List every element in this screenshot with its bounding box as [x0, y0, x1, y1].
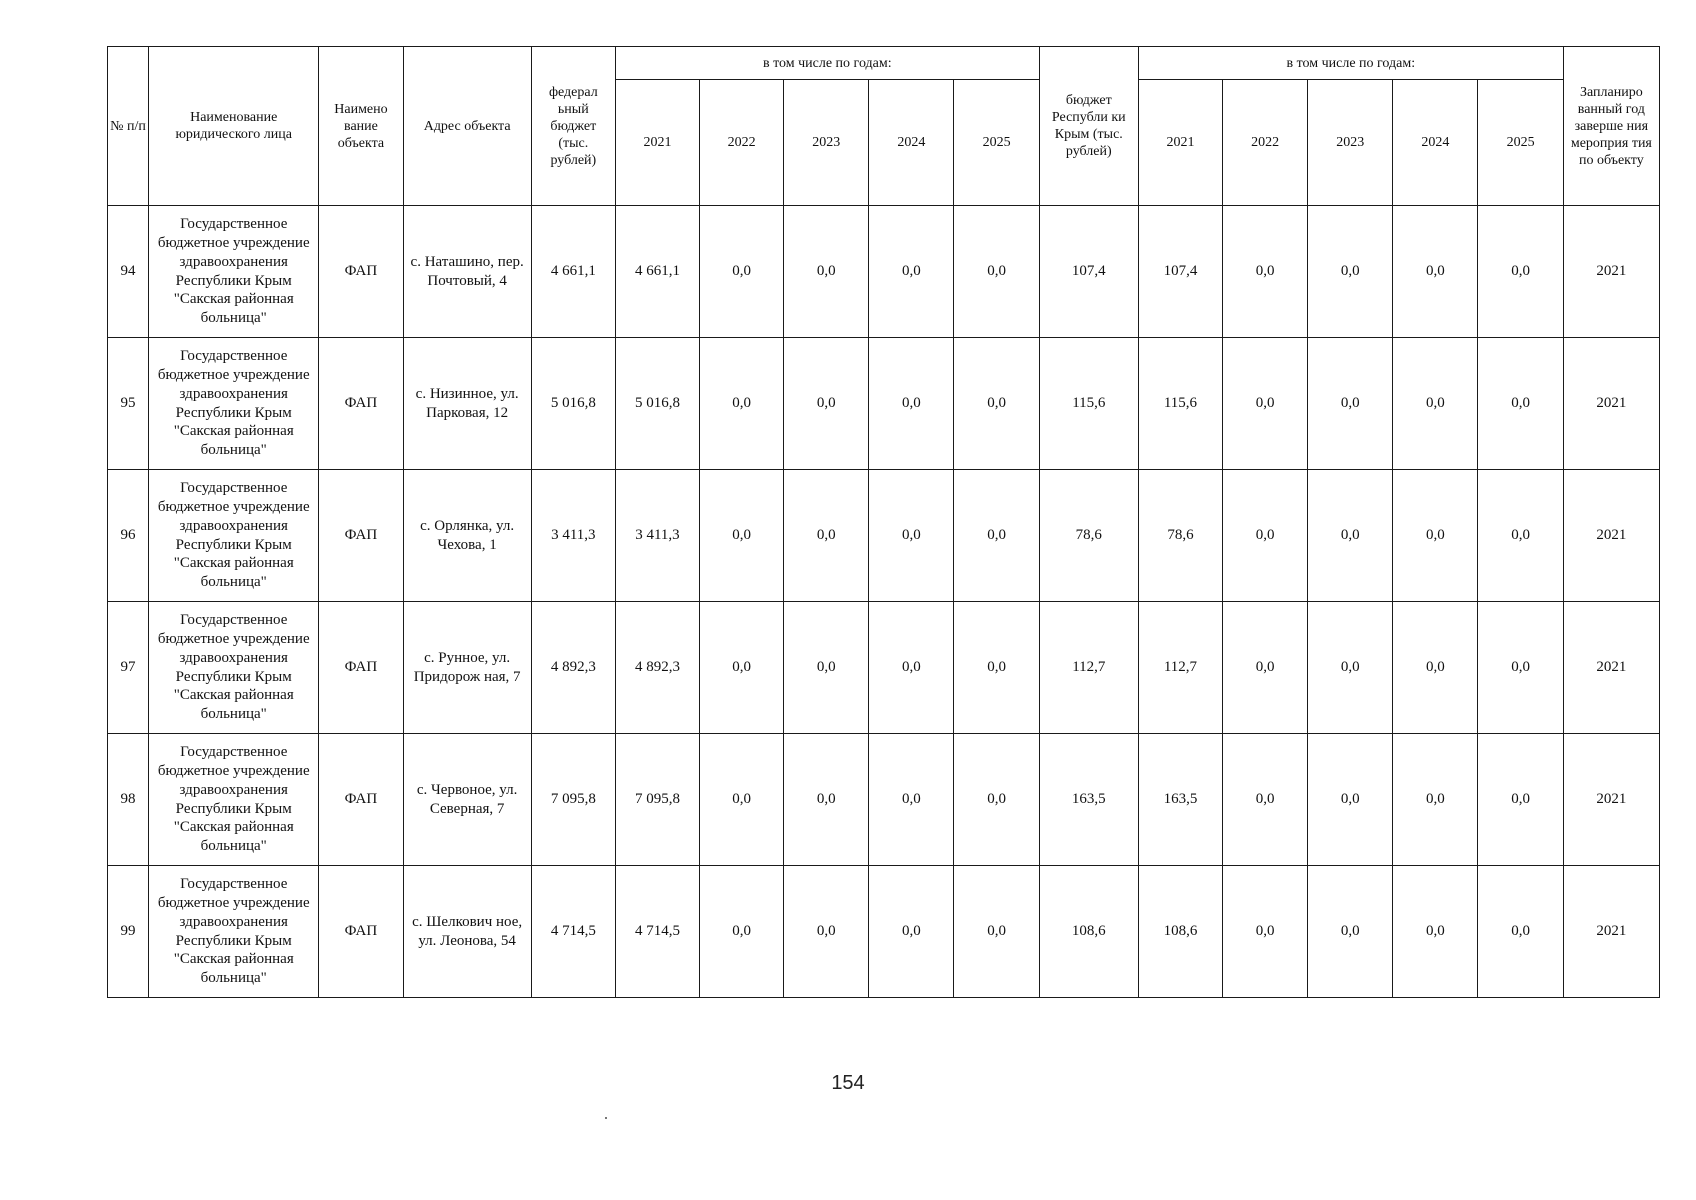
regional-year-value: 0,0 [1308, 602, 1393, 734]
regional-budget: 112,7 [1039, 602, 1138, 734]
federal-year-value: 5 016,8 [615, 338, 699, 470]
federal-year-value: 0,0 [700, 206, 784, 338]
header-federal-year: 2025 [954, 80, 1039, 206]
header-regional-by-years: в том числе по годам: [1138, 47, 1563, 80]
federal-year-value: 0,0 [700, 866, 784, 998]
scan-speck [605, 1117, 607, 1119]
row-number: 99 [108, 866, 149, 998]
regional-year-value: 0,0 [1393, 206, 1478, 338]
table-row [108, 338, 1660, 470]
object-name: ФАП [319, 734, 403, 866]
federal-year-value: 0,0 [700, 734, 784, 866]
federal-year-value: 0,0 [700, 470, 784, 602]
federal-year-value: 0,0 [954, 206, 1039, 338]
object-address: с. Рунное, ул. Придорож ная, 7 [403, 602, 531, 734]
header-org-name: Наименование юридического лица [149, 47, 319, 206]
federal-year-value: 0,0 [869, 734, 954, 866]
regional-year-value: 0,0 [1308, 470, 1393, 602]
regional-budget: 108,6 [1039, 866, 1138, 998]
federal-year-value: 0,0 [954, 470, 1039, 602]
row-number: 97 [108, 602, 149, 734]
federal-year-value: 0,0 [869, 470, 954, 602]
federal-year-value: 0,0 [784, 206, 869, 338]
header-federal-year: 2024 [869, 80, 954, 206]
federal-year-value: 0,0 [700, 602, 784, 734]
federal-year-value: 0,0 [784, 866, 869, 998]
object-address: с. Низинное, ул. Парковая, 12 [403, 338, 531, 470]
federal-year-value: 0,0 [954, 866, 1039, 998]
header-planned-year: Запланиро ванный год заверше ния мероприя тия по объекту [1563, 47, 1659, 206]
row-number: 94 [108, 206, 149, 338]
federal-budget: 4 892,3 [531, 602, 615, 734]
regional-year-value: 0,0 [1478, 338, 1563, 470]
header-num: № п/п [108, 47, 149, 206]
regional-year-value: 115,6 [1138, 338, 1222, 470]
federal-budget: 4 661,1 [531, 206, 615, 338]
federal-year-value: 3 411,3 [615, 470, 699, 602]
federal-year-value: 0,0 [954, 338, 1039, 470]
federal-year-value: 0,0 [784, 470, 869, 602]
table-row [108, 602, 1660, 734]
object-address: с. Червоное, ул. Северная, 7 [403, 734, 531, 866]
regional-year-value: 0,0 [1223, 866, 1308, 998]
object-name: ФАП [319, 866, 403, 998]
regional-year-value: 0,0 [1223, 206, 1308, 338]
header-regional-year: 2025 [1478, 80, 1563, 206]
header-object-name: Наимено вание объекта [319, 47, 403, 206]
federal-year-value: 0,0 [784, 338, 869, 470]
federal-year-value: 4 661,1 [615, 206, 699, 338]
regional-year-value: 0,0 [1478, 602, 1563, 734]
regional-budget: 78,6 [1039, 470, 1138, 602]
object-address: с. Наташино, пер. Почтовый, 4 [403, 206, 531, 338]
regional-budget: 163,5 [1039, 734, 1138, 866]
object-name: ФАП [319, 338, 403, 470]
object-name: ФАП [319, 470, 403, 602]
regional-year-value: 0,0 [1308, 734, 1393, 866]
regional-budget: 115,6 [1039, 338, 1138, 470]
table-row [108, 470, 1660, 602]
planned-year: 2021 [1563, 206, 1659, 338]
federal-year-value: 0,0 [869, 338, 954, 470]
federal-year-value: 0,0 [869, 602, 954, 734]
federal-budget: 4 714,5 [531, 866, 615, 998]
planned-year: 2021 [1563, 470, 1659, 602]
table-row [108, 866, 1660, 998]
header-federal-budget: федерал ьный бюджет (тыс. рублей) [531, 47, 615, 206]
federal-year-value: 0,0 [869, 206, 954, 338]
regional-year-value: 0,0 [1393, 338, 1478, 470]
regional-year-value: 0,0 [1393, 602, 1478, 734]
header-address: Адрес объекта [403, 47, 531, 206]
object-name: ФАП [319, 602, 403, 734]
org-name: Государственное бюджетное учреждение здравоохранения Республики Крым "Сакская районная больница" [149, 206, 319, 338]
regional-year-value: 0,0 [1478, 866, 1563, 998]
regional-year-value: 112,7 [1138, 602, 1222, 734]
regional-year-value: 163,5 [1138, 734, 1222, 866]
federal-budget: 7 095,8 [531, 734, 615, 866]
regional-year-value: 0,0 [1478, 734, 1563, 866]
federal-year-value: 0,0 [700, 338, 784, 470]
row-number: 95 [108, 338, 149, 470]
budget-table [107, 46, 1660, 998]
federal-year-value: 0,0 [784, 602, 869, 734]
regional-year-value: 0,0 [1478, 206, 1563, 338]
planned-year: 2021 [1563, 734, 1659, 866]
federal-year-value: 0,0 [954, 734, 1039, 866]
federal-budget: 3 411,3 [531, 470, 615, 602]
org-name: Государственное бюджетное учреждение здравоохранения Республики Крым "Сакская районная больница" [149, 866, 319, 998]
org-name: Государственное бюджетное учреждение здравоохранения Республики Крым "Сакская районная больница" [149, 470, 319, 602]
regional-year-value: 0,0 [1223, 602, 1308, 734]
page-number: 154 [831, 1072, 865, 1094]
header-federal-year: 2021 [615, 80, 699, 206]
row-number: 98 [108, 734, 149, 866]
regional-year-value: 0,0 [1308, 866, 1393, 998]
federal-budget: 5 016,8 [531, 338, 615, 470]
table-row [108, 734, 1660, 866]
org-name: Государственное бюджетное учреждение здравоохранения Республики Крым "Сакская районная больница" [149, 734, 319, 866]
regional-year-value: 0,0 [1223, 338, 1308, 470]
regional-year-value: 108,6 [1138, 866, 1222, 998]
planned-year: 2021 [1563, 338, 1659, 470]
regional-year-value: 107,4 [1138, 206, 1222, 338]
object-name: ФАП [319, 206, 403, 338]
federal-year-value: 7 095,8 [615, 734, 699, 866]
regional-year-value: 0,0 [1393, 470, 1478, 602]
table-row [108, 206, 1660, 338]
regional-budget: 107,4 [1039, 206, 1138, 338]
regional-year-value: 0,0 [1223, 470, 1308, 602]
regional-year-value: 0,0 [1308, 338, 1393, 470]
object-address: с. Орлянка, ул. Чехова, 1 [403, 470, 531, 602]
header-regional-budget: бюджет Республи ки Крым (тыс. рублей) [1039, 47, 1138, 206]
table-body [108, 206, 1660, 998]
federal-year-value: 0,0 [869, 866, 954, 998]
object-address: с. Шелкович ное, ул. Леонова, 54 [403, 866, 531, 998]
federal-year-value: 4 714,5 [615, 866, 699, 998]
header-federal-year: 2023 [784, 80, 869, 206]
header-regional-year: 2024 [1393, 80, 1478, 206]
row-number: 96 [108, 470, 149, 602]
regional-year-value: 0,0 [1478, 470, 1563, 602]
header-regional-year: 2022 [1223, 80, 1308, 206]
regional-year-value: 0,0 [1308, 206, 1393, 338]
federal-year-value: 0,0 [954, 602, 1039, 734]
regional-year-value: 0,0 [1223, 734, 1308, 866]
header-regional-year: 2021 [1138, 80, 1222, 206]
regional-year-value: 78,6 [1138, 470, 1222, 602]
planned-year: 2021 [1563, 866, 1659, 998]
federal-year-value: 0,0 [784, 734, 869, 866]
planned-year: 2021 [1563, 602, 1659, 734]
header-federal-year: 2022 [700, 80, 784, 206]
org-name: Государственное бюджетное учреждение здравоохранения Республики Крым "Сакская районная больница" [149, 338, 319, 470]
regional-year-value: 0,0 [1393, 866, 1478, 998]
table-header [108, 47, 1660, 206]
federal-year-value: 4 892,3 [615, 602, 699, 734]
header-regional-year: 2023 [1308, 80, 1393, 206]
header-federal-by-years: в том числе по годам: [615, 47, 1039, 80]
org-name: Государственное бюджетное учреждение здравоохранения Республики Крым "Сакская районная больница" [149, 602, 319, 734]
regional-year-value: 0,0 [1393, 734, 1478, 866]
